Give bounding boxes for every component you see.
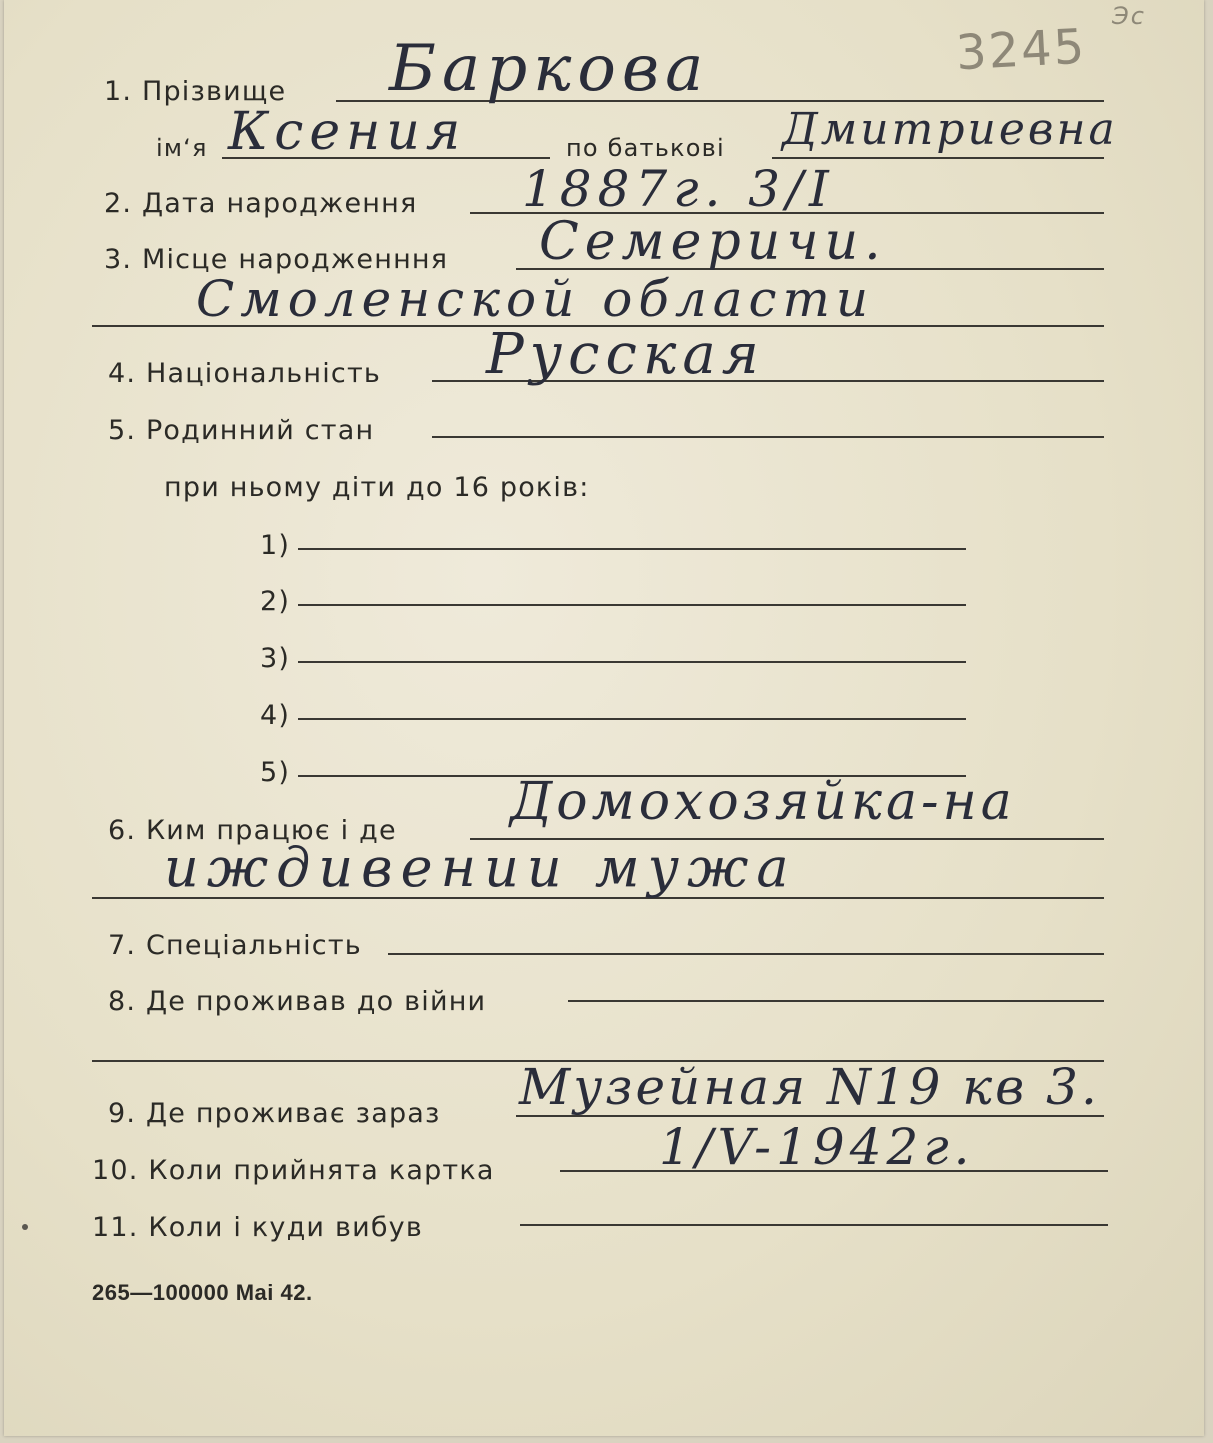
marital-status-label: 5. Родинний стан xyxy=(108,415,375,446)
patronymic-line xyxy=(772,157,1104,159)
nationality-label: 4. Національність xyxy=(108,358,381,389)
occupation-label: 6. Ким працює і де xyxy=(108,815,397,846)
speciality-line xyxy=(388,953,1104,955)
patronymic-value: Дмитриевна xyxy=(782,104,1118,155)
patronymic-label: по батькові xyxy=(566,134,725,162)
margin-dot xyxy=(22,1224,28,1230)
archive-mark: Эс xyxy=(1112,2,1146,30)
current-residence-label: 9. Де проживає зараз xyxy=(108,1098,441,1129)
print-code: 265—100000 Mai 42. xyxy=(92,1280,313,1305)
birthplace-value-2: Смоленской области xyxy=(196,270,875,328)
children-label: при ньому діти до 16 років: xyxy=(164,472,590,503)
occupation-value-2: иждивении мужа xyxy=(164,836,797,899)
card-accepted-value: 1/V-1942г. xyxy=(659,1118,975,1176)
card-accepted-label: 10. Коли прийнята картка xyxy=(92,1155,495,1186)
prewar-residence-label: 8. Де проживав до війни xyxy=(108,986,487,1017)
child-4-label: 4) xyxy=(260,700,291,731)
birthplace-value: Семеричи. xyxy=(539,212,887,272)
departure-label: 11. Коли і куди вибув xyxy=(92,1212,423,1243)
name-value: Ксения xyxy=(228,102,467,162)
child-5-label: 5) xyxy=(260,757,291,788)
child-2-label: 2) xyxy=(260,586,291,617)
current-residence-value: Музейная N19 кв 3. xyxy=(519,1058,1100,1116)
child-4-line xyxy=(298,718,966,720)
child-3-label: 3) xyxy=(260,643,291,674)
registration-card xyxy=(4,0,1204,1436)
child-1-line xyxy=(298,548,966,550)
birthdate-value: 1887г. 3/I xyxy=(522,160,835,218)
surname-label: 1. Прізвище xyxy=(104,76,287,107)
archive-number: 3245 xyxy=(954,18,1088,82)
marital-status-line xyxy=(432,436,1104,438)
child-1-label: 1) xyxy=(260,530,291,561)
birthplace-label: 3. Місце народженння xyxy=(104,244,449,275)
speciality-label: 7. Спеціальність xyxy=(108,930,362,961)
name-label: ім‘я xyxy=(156,134,208,162)
occupation-value: Домохозяйка-на xyxy=(510,772,1016,832)
departure-line xyxy=(520,1224,1108,1226)
child-2-line xyxy=(298,604,966,606)
birthdate-label: 2. Дата народження xyxy=(104,188,418,219)
nationality-value: Русская xyxy=(486,322,765,387)
prewar-residence-line xyxy=(568,1000,1104,1002)
surname-value: Баркова xyxy=(389,32,710,106)
child-3-line xyxy=(298,661,966,663)
